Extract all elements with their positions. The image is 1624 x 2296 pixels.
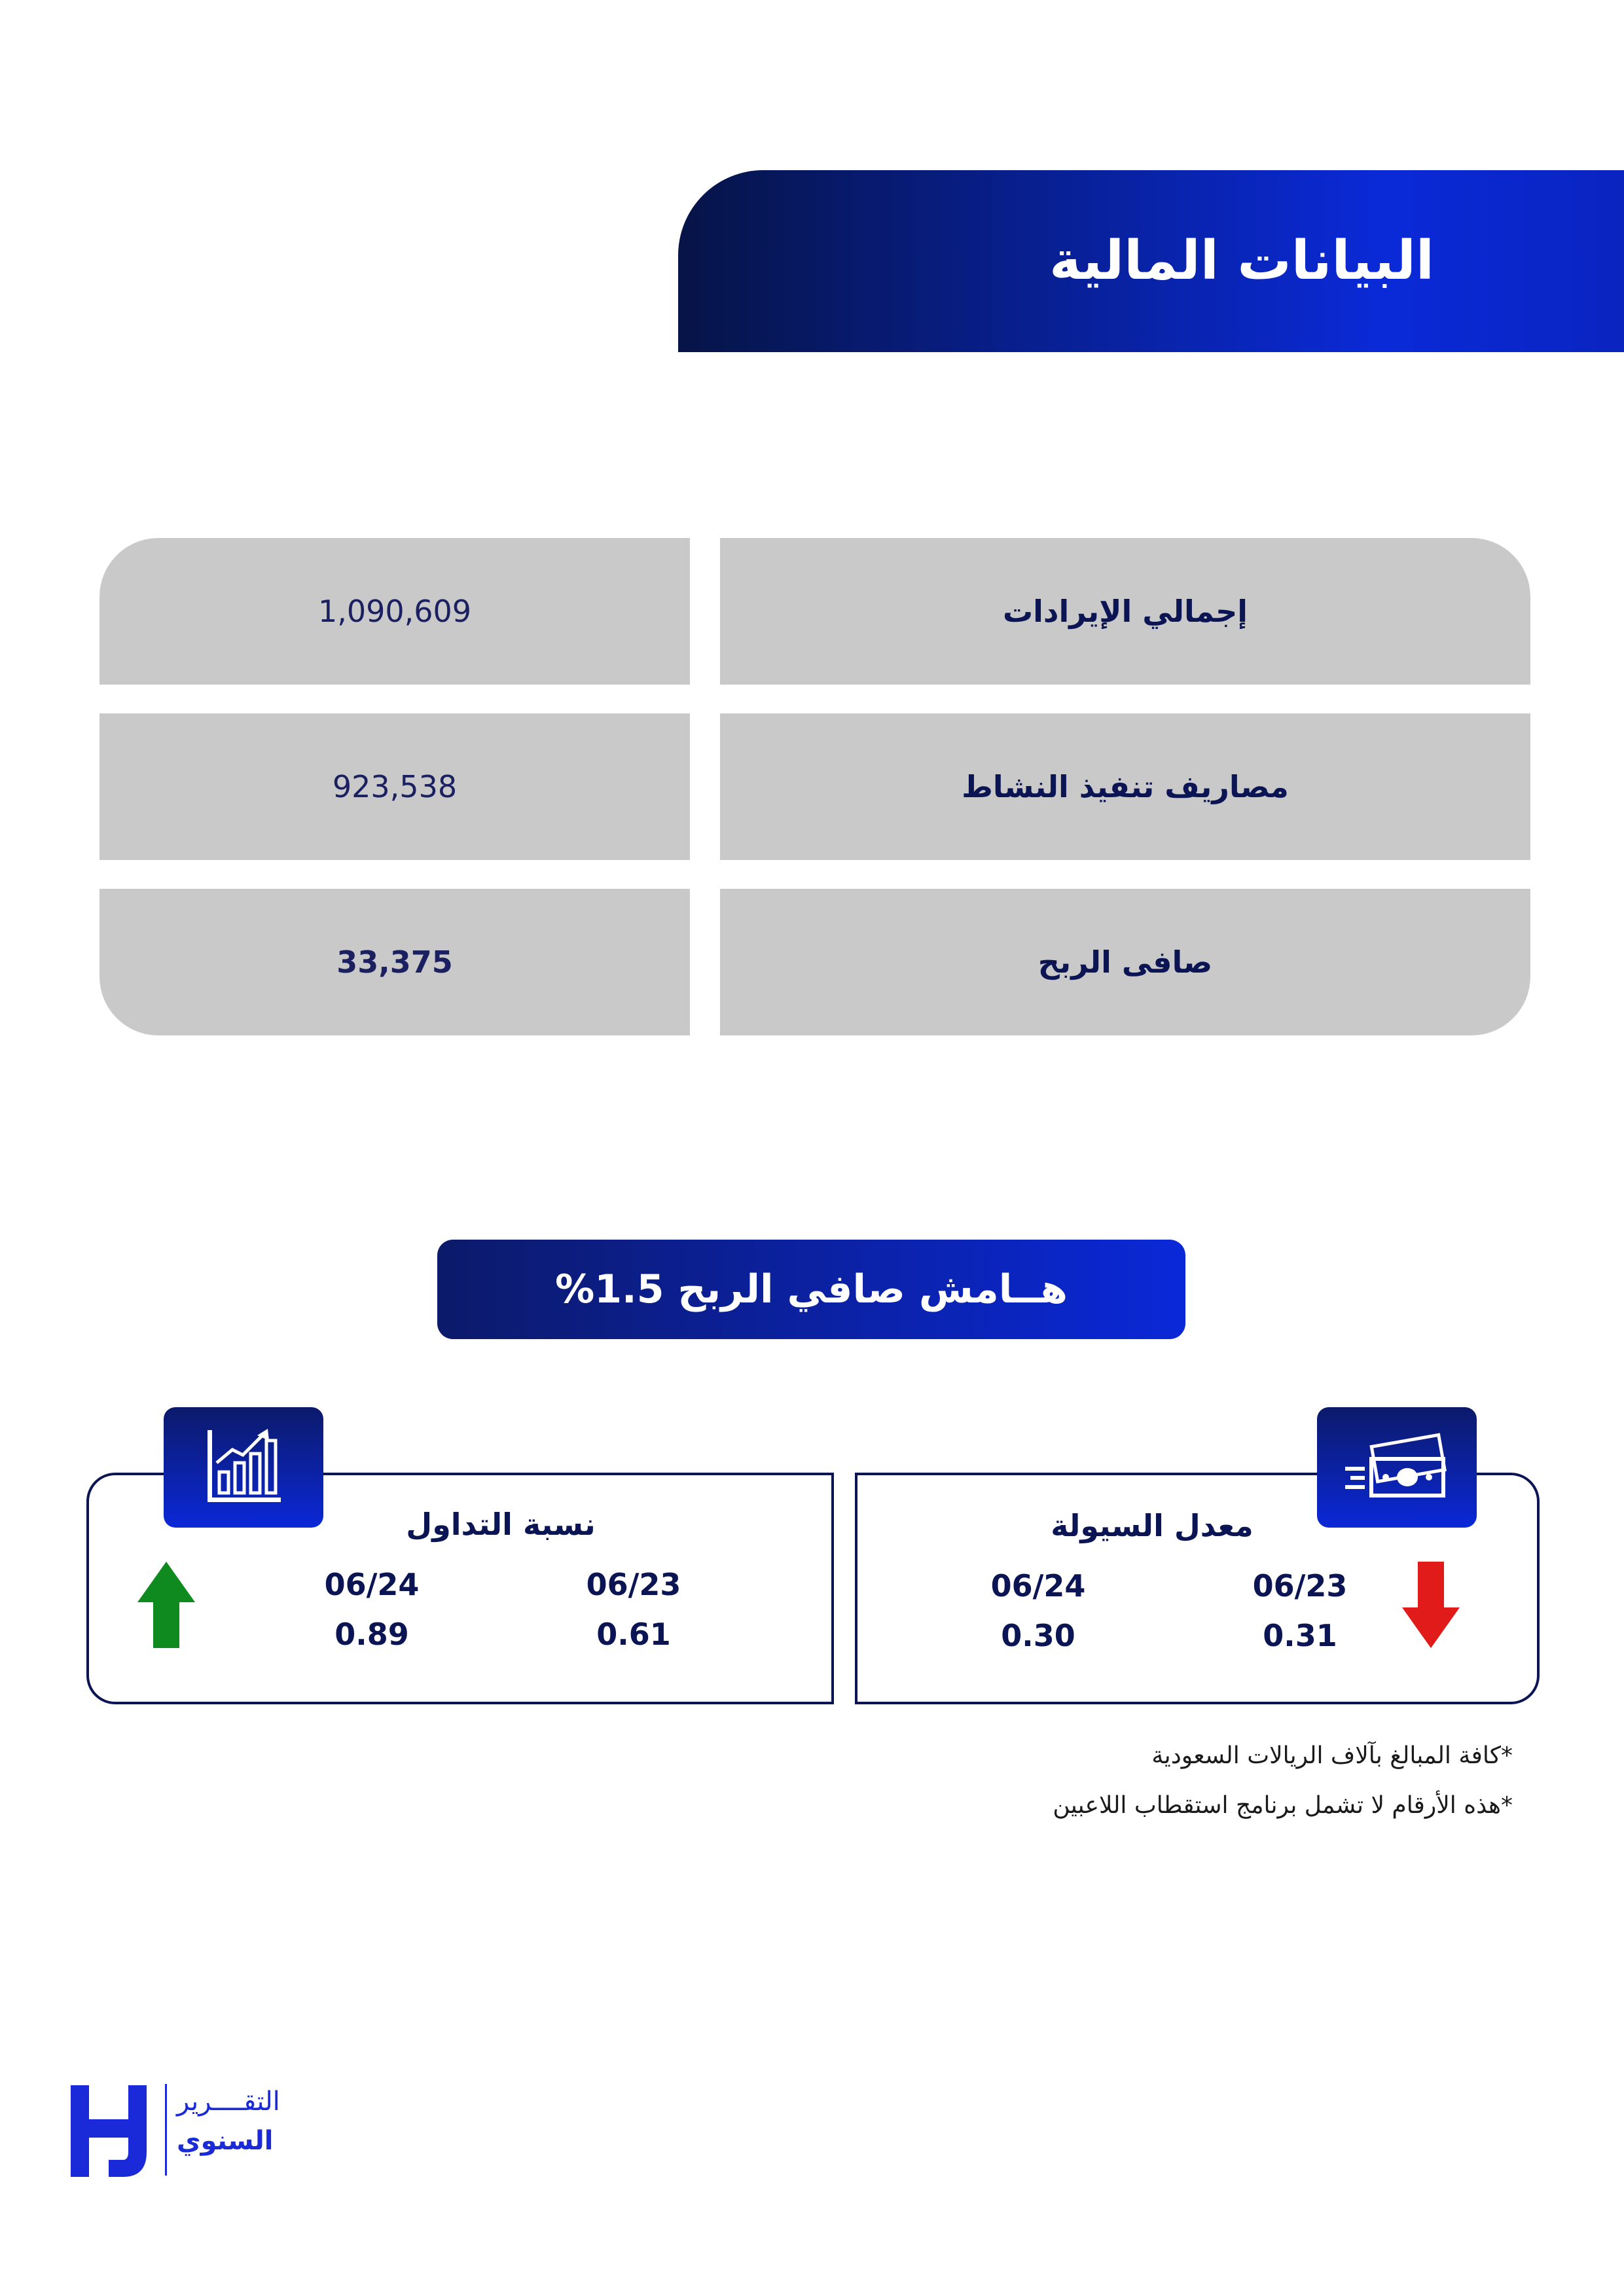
report-label-line1: التقــــرير [177,2087,280,2117]
revenue-value: 1,090,609 [99,538,690,685]
turnover-value-a: 0.61 [596,1617,671,1652]
turnover-period-a: 06/23 [586,1567,681,1602]
growth-chart-icon [164,1407,323,1528]
logo-divider [165,2084,167,2176]
club-logo-icon [63,2079,154,2183]
note-exclusion: *هذه الأرقام لا تشمل برنامج استقطاب اللاعبين [1053,1792,1513,1819]
liquidity-value-a: 0.31 [1263,1618,1337,1653]
liquidity-period-b: 06/24 [990,1568,1086,1604]
revenue-label: إجمالي الإيرادات [720,538,1530,685]
expenses-label: مصاريف تنفيذ النشاط [720,713,1530,860]
turnover-period-b: 06/24 [324,1567,420,1602]
trend-up-arrow-icon [137,1562,195,1648]
title-banner [678,170,1624,352]
profit-margin-banner: هــامش صافي الربح 1.5% [437,1240,1185,1339]
note-currency: *كافة المبالغ بآلاف الريالات السعودية [1151,1742,1513,1769]
net-profit-label: صافى الربح [720,889,1530,1035]
liquidity-title: معدل السيولة [1051,1508,1254,1543]
report-label-line2: السنوي [177,2126,274,2156]
trend-down-arrow-icon [1402,1562,1460,1648]
money-icon [1317,1407,1477,1528]
liquidity-period-a: 06/23 [1252,1568,1348,1604]
expenses-value: 923,538 [99,713,690,860]
turnover-value-b: 0.89 [334,1617,409,1652]
liquidity-value-b: 0.30 [1001,1618,1075,1653]
page-title: البيانات المالية [1049,230,1434,292]
turnover-title: نسبة التداول [406,1507,596,1542]
net-profit-value: 33,375 [99,889,690,1035]
